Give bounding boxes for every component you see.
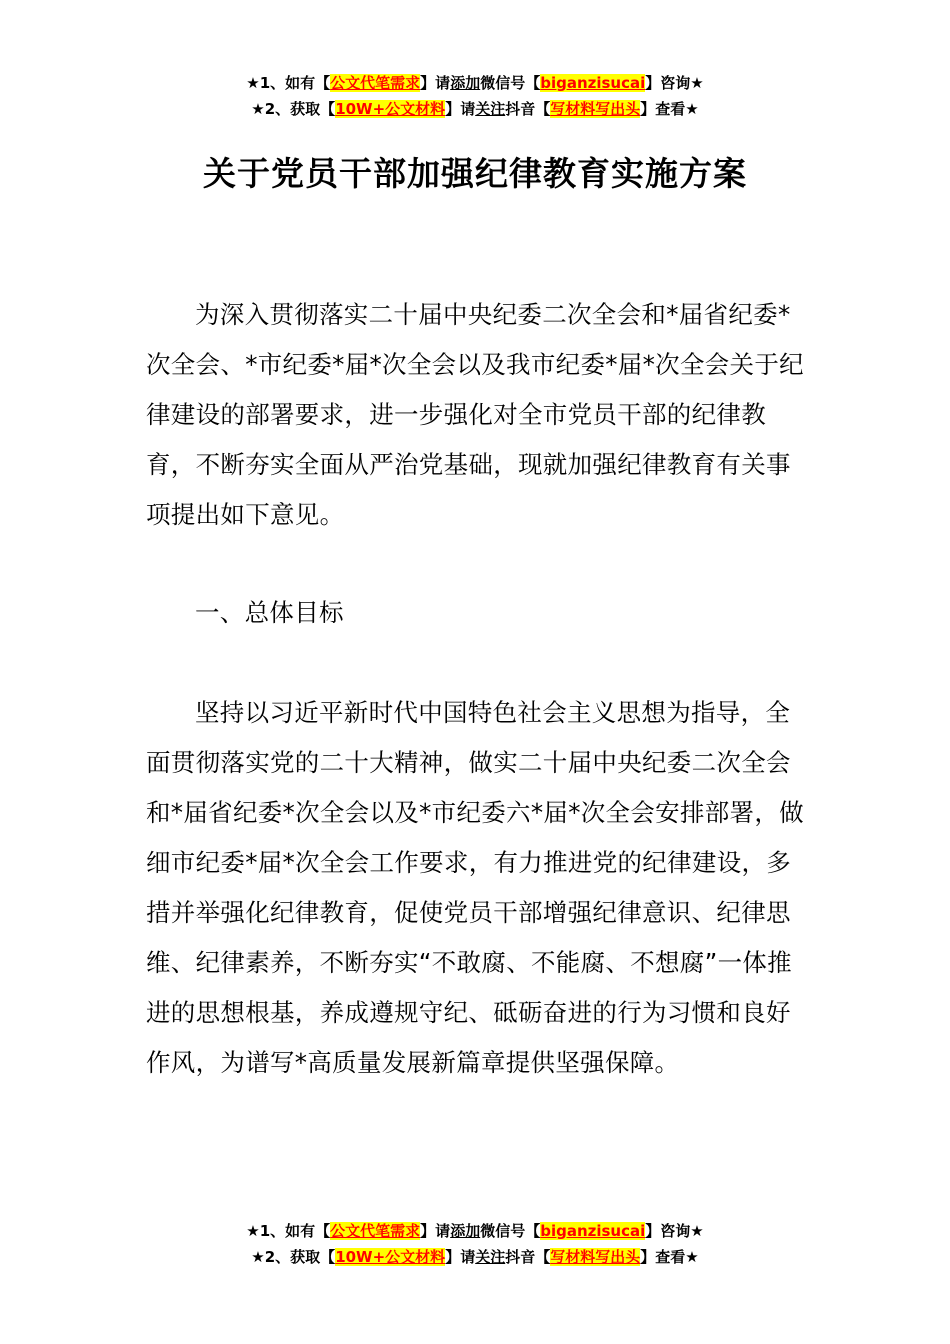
banner-1-text: 】请	[420, 74, 451, 92]
banner-1-text-2: 微信号【	[480, 74, 541, 92]
banner-2-suffix-bottom: 】查看★	[640, 1248, 699, 1266]
banner-1-suffix-bottom: 】咨询★	[645, 1222, 704, 1240]
document-title: 关于党员干部加强纪律教育实施方案	[203, 154, 747, 193]
banner-1-underline: 添加	[450, 74, 481, 92]
top-banner	[0, 70, 950, 122]
banner-2-text: 】请	[445, 100, 476, 118]
banner-1-prefix-bottom: ★1、如有【	[246, 1222, 331, 1240]
banner-2-underline: 关注	[475, 100, 506, 118]
banner-1-highlight-wechat: biganzisucai	[540, 74, 646, 92]
banner-2-suffix: 】查看★	[640, 100, 699, 118]
banner-line-1-bottom	[0, 1218, 950, 1244]
banner-1-highlight-service-bottom: 公文代笔需求	[330, 1222, 421, 1240]
banner-2-highlight-douyin-bottom: 写材料写出头	[550, 1248, 641, 1266]
banner-2-prefix: ★2、获取【	[251, 100, 336, 118]
banner-2-highlight-douyin: 写材料写出头	[550, 100, 641, 118]
banner-2-highlight-materials: 10W+公文材料	[335, 100, 446, 118]
banner-2-underline-bottom: 关注	[475, 1248, 506, 1266]
banner-2-text-bottom: 】请	[445, 1248, 476, 1266]
banner-line-2-bottom	[0, 1244, 950, 1270]
banner-1-underline-bottom: 添加	[450, 1222, 481, 1240]
banner-line-1	[0, 70, 950, 96]
banner-2-text-2-bottom: 抖音【	[505, 1248, 551, 1266]
banner-1-prefix: ★1、如有【	[246, 74, 331, 92]
banner-2-highlight-materials-bottom: 10W+公文材料	[335, 1248, 446, 1266]
paragraph-intro: 为深入贯彻落实二十届中央纪委二次全会和*届省纪委*次全会、*市纪委*届*次全会以及我市纪委*届*次全会关于纪律建设的部署要求，进一步强化对全市党员干部的纪律教育，不断夯实全面从严治党基础，现就加强纪律教育有关事项提出如下意见。	[146, 300, 804, 529]
paragraph-overall-goal: 坚持以习近平新时代中国特色社会主义思想为指导，全面贯彻落实党的二十大精神，做实二十届中央纪委二次全会和*届省纪委*次全会以及*市纪委六*届*次全会安排部署，做细市纪委*届*次全会工作要求，有力推进党的纪律建设，多措并举强化纪律教育，促使党员干部增强纪律意识、纪律思维、纪律素养，不断夯实“不敢腐、不能腐、不想腐”一体推进的思想根基，养成遵规守纪、砥砺奋进的行为习惯和良好作风，为谱写*高质量发展新篇章提供坚强保障。	[146, 698, 804, 1077]
banner-2-prefix-bottom: ★2、获取【	[251, 1248, 336, 1266]
banner-1-text-2-bottom: 微信号【	[480, 1222, 541, 1240]
bottom-banner	[0, 1218, 950, 1270]
section-heading-overall-goal: 一、总体目标	[195, 598, 344, 627]
banner-line-2	[0, 96, 950, 122]
banner-1-text-bottom: 】请	[420, 1222, 451, 1240]
banner-1-highlight-wechat-bottom: biganzisucai	[540, 1222, 646, 1240]
banner-1-suffix: 】咨询★	[645, 74, 704, 92]
banner-1-highlight-service: 公文代笔需求	[330, 74, 421, 92]
banner-2-text-2: 抖音【	[505, 100, 551, 118]
